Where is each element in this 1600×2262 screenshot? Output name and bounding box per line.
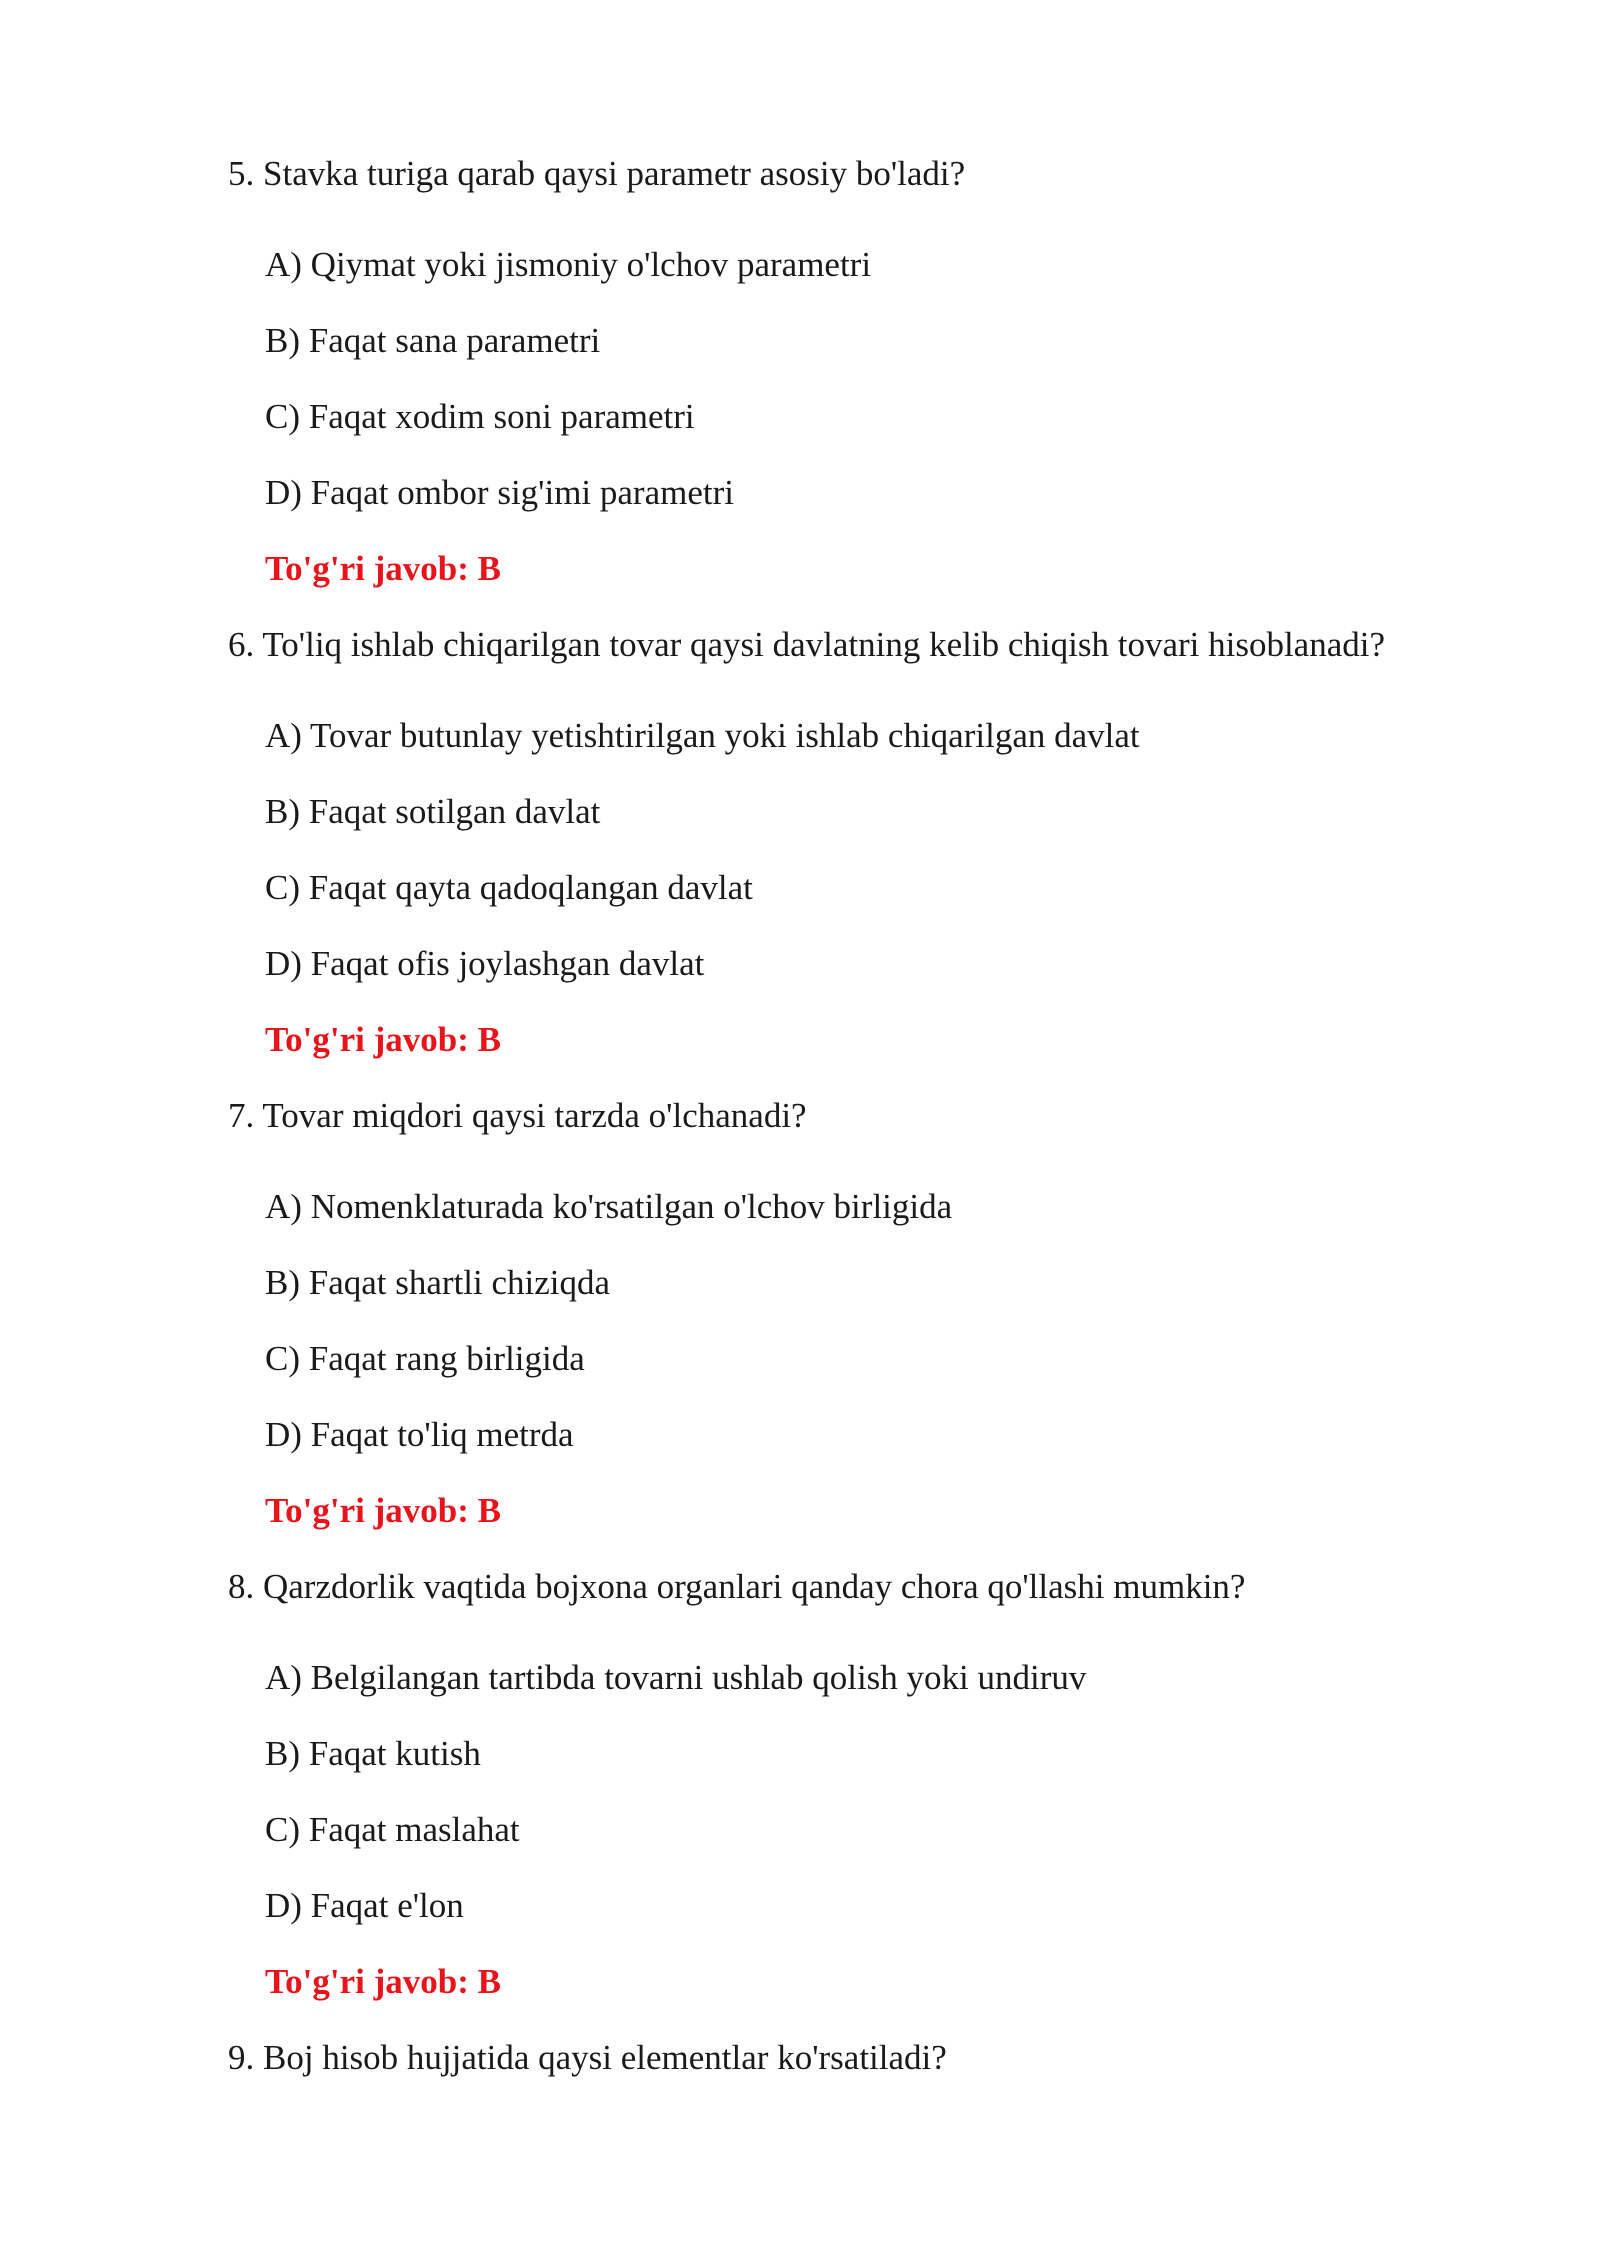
option-a: A) Belgilangan tartibda tovarni ushlab qolish yoki undiruv [265, 1658, 1087, 1697]
question-text: 7. Tovar miqdori qaysi tarzda o'lchanadi? [228, 1096, 807, 1135]
option-b: B) Faqat sana parametri [265, 321, 601, 360]
option-a: A) Tovar butunlay yetishtirilgan yoki ishlab chiqarilgan davlat [265, 716, 1140, 755]
option-d: D) Faqat e'lon [265, 1886, 464, 1925]
option-c: C) Faqat xodim soni parametri [265, 397, 695, 436]
correct-answer: To'g'ri javob: B [265, 1491, 501, 1530]
option-c: C) Faqat rang birligida [265, 1339, 585, 1378]
correct-answer: To'g'ri javob: B [265, 1962, 501, 2001]
option-d: D) Faqat ofis joylashgan davlat [265, 944, 705, 983]
option-b: B) Faqat kutish [265, 1734, 481, 1773]
option-d: D) Faqat to'liq metrda [265, 1415, 574, 1454]
option-c: C) Faqat qayta qadoqlangan davlat [265, 868, 753, 907]
correct-answer: To'g'ri javob: B [265, 1020, 501, 1059]
question-text: 9. Boj hisob hujjatida qaysi elementlar ko'rsatiladi? [228, 2038, 947, 2077]
option-a: A) Nomenklaturada ko'rsatilgan o'lchov birligida [265, 1187, 953, 1226]
question-text: 5. Stavka turiga qarab qaysi parametr asosiy bo'ladi? [228, 154, 966, 193]
option-b: B) Faqat sotilgan davlat [265, 792, 601, 831]
question-text: 6. To'liq ishlab chiqarilgan tovar qaysi davlatning kelib chiqish tovari hisoblanadi? [228, 625, 1385, 664]
option-d: D) Faqat ombor sig'imi parametri [265, 473, 734, 512]
correct-answer: To'g'ri javob: B [265, 549, 501, 588]
option-b: B) Faqat shartli chiziqda [265, 1263, 611, 1302]
option-a: A) Qiymat yoki jismoniy o'lchov parametri [265, 245, 872, 284]
question-text: 8. Qarzdorlik vaqtida bojxona organlari qanday chora qo'llashi mumkin? [228, 1567, 1246, 1606]
option-c: C) Faqat maslahat [265, 1810, 520, 1849]
